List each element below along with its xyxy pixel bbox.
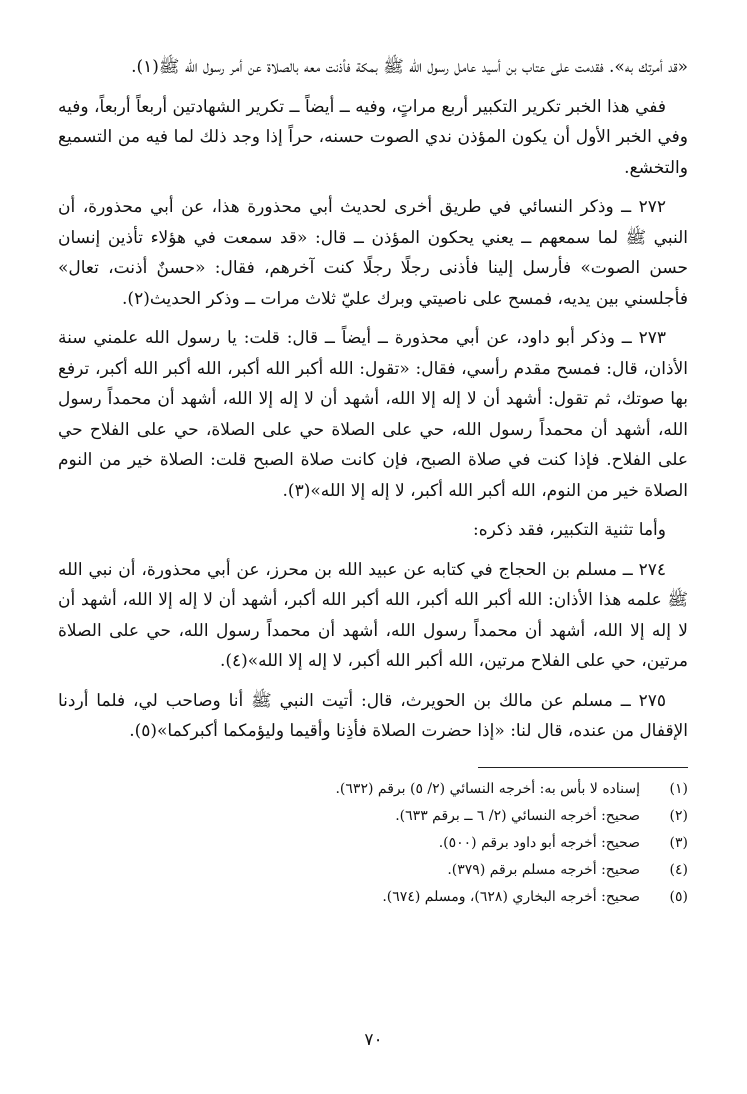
footnote-4: [58, 857, 688, 884]
footnote-1: [58, 776, 688, 803]
book-page: [58, 52, 688, 911]
hadith-272: ٢٧٢ ــ وذكر النسائي في طريق أخرى لحديث أبي محذورة هذا، عن أبي محذورة، أن النبي ﷺ لما سمعهم ــ يعني يحكون المؤذن ــ قال: «قد سمعت في هؤلاء تأذين إنسان حسن الصوت» فأرسل إلينا فأذنى رجلًا رجلًا كنت آخرهم، فقال: «حسنٌ أذنت، تعال» فأجلسني بين يديه، فمسح على ناصيتي وبرك عليّ ثلاث مرات ــ وذكر الحديث(٢).: [58, 197, 688, 309]
footnote-text: صحيح: أخرجه أبو داود برقم (٥٠٠).: [438, 834, 640, 851]
footnotes: [58, 776, 688, 911]
paragraph-commentary: ففي هذا الخبر تكرير التكبير أربع مراتٍ، وفيه ــ أيضاً ــ تكرير الشهادتين أربعاً أربعاً، وفيه وفي الخبر الأول أن يكون المؤذن ندي الصوت حسنه، حراً إذا وجد ذلك لما فيه من التسميع والتخشع.: [58, 96, 688, 178]
footnote-number: (٤): [669, 861, 688, 878]
footnote-number: (١): [669, 780, 688, 797]
hadith-273: ٢٧٣ ــ وذكر أبو داود، عن أبي محذورة ــ أيضاً ــ قال: قلت: يا رسول الله علمني سنة الأذان، قال: فمسح مقدم رأسي، فقال: «تقول: الله أكبر الله أكبر، الله أكبر الله أكبر، ترفع بها صوتك، ثم تقول: أشهد أن لا إله إلا الله، أشهد أن لا إله إلا الله، أشهد أن محمداً رسول الله، أشهد أن محمداً رسول الله، حي على الصلاة حي على الصلاة، حي على الفلاح حي على الفلاح. فإذا كنت في صلاة الصبح، فإن كانت صلاة الصبح قلت: الصلاة خير من النوم الصلاة خير من النوم، الله أكبر الله أكبر، لا إله إلا الله»(٣).: [58, 328, 688, 501]
hadith-275: ٢٧٥ ــ مسلم عن مالك بن الحويرث، قال: أتيت النبي ﷺ أنا وصاحب لي، فلما أردنا الإقفال من عنده، قال لنا: «إذا حضرت الصلاة فأذِنا وأقيما وليؤمكما أكبركما»(٥).: [58, 690, 688, 741]
paragraph-takbir-note: وأما تثنية التكبير، فقد ذكره:: [473, 520, 666, 540]
footnote-divider: [478, 767, 688, 768]
footnote-number: (٥): [669, 888, 688, 905]
footnote-number: (٣): [669, 834, 688, 851]
page-number: ٧٠: [364, 1030, 383, 1050]
footnote-text: صحيح: أخرجه البخاري (٦٢٨)، ومسلم (٦٧٤).: [382, 888, 640, 905]
paragraph-continuation: «قد أمرتك به». فقدمت على عتاب بن أسيد عامل رسول الله ﷺ بمكة فأذنت معه بالصلاة عن أمر رسول الله ﷺ(١).: [131, 57, 688, 77]
footnote-3: [58, 830, 688, 857]
footnote-text: إسناده لا بأس به: أخرجه النسائي (٢/ ٥) برقم (٦٣٢).: [335, 780, 640, 797]
footnote-2: [58, 803, 688, 830]
footnote-text: صحيح: أخرجه النسائي (٢/ ٦ ــ برقم ٦٣٣).: [395, 807, 640, 824]
footnote-text: صحيح: أخرجه مسلم برقم (٣٧٩).: [447, 861, 640, 878]
footnote-5: [58, 884, 688, 911]
footnote-number: (٢): [669, 807, 688, 824]
hadith-274: ٢٧٤ ــ مسلم بن الحجاج في كتابه عن عبيد الله بن محرز، عن أبي محذورة، أن نبي الله ﷺ علمه هذا الأذان: الله أكبر الله أكبر، الله أكبر الله أكبر، أشهد أن لا إله إلا الله، أشهد أن لا إله إلا الله، أشهد أن محمداً رسول الله، أشهد أن محمداً رسول الله، حي على الصلاة مرتين، حي على الفلاح مرتين، الله أكبر الله أكبر، لا إله إلا الله»(٤).: [58, 559, 688, 671]
